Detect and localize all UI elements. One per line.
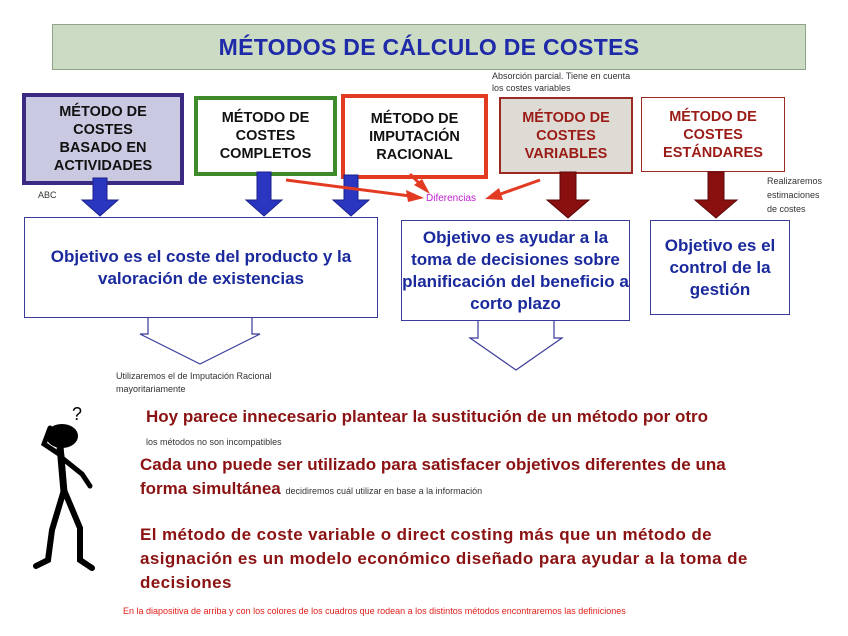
- svg-text:?: ?: [72, 404, 83, 424]
- note-sustitucion-small: los métodos no son incompatibles: [146, 437, 282, 447]
- outline-down-arrow: [140, 316, 260, 364]
- page-title: MÉTODOS DE CÁLCULO DE COSTES: [218, 33, 640, 60]
- blue-down-arrow: [333, 175, 369, 216]
- note-direct-costing-line1: El método de coste variable o direct costing más que un método de: [140, 525, 713, 544]
- blue-down-arrow: [82, 178, 118, 216]
- note-utilizado-line2: [140, 477, 482, 503]
- realizaremos-note-line1: Realizaremos: [767, 176, 823, 186]
- note-utilizado-line2-text: forma simultánea: [140, 479, 281, 498]
- method-box-imputacion-racional: MÉTODO DE IMPUTACIÓN RACIONAL: [341, 94, 488, 179]
- absorcion-note-line1: Absorción parcial. Tiene en cuenta: [492, 71, 631, 81]
- note-sustitucion: Hoy parece innecesario plantear la sustitución de un método por otro: [146, 407, 709, 426]
- note-direct-costing-line2: asignación es un modelo económico diseñado para ayudar a la toma de: [140, 549, 748, 568]
- objective-box-decisiones: [401, 220, 630, 321]
- abc-label: ABC: [38, 190, 57, 200]
- note-utilizado-line1: Cada uno puede ser utilizado para satisfacer objetivos diferentes de una: [140, 455, 726, 474]
- realizaremos-note-line3: de costes: [767, 204, 806, 214]
- red-down-arrow: [695, 172, 737, 218]
- outline-down-arrow: [470, 320, 562, 370]
- objective-box-coste-producto: [24, 217, 378, 318]
- method-box-completos: MÉTODO DE COSTES COMPLETOS: [194, 96, 337, 176]
- method-box-actividades: MÉTODO DE COSTES BASADO EN ACTIVIDADES: [22, 93, 184, 185]
- blue-down-arrow: [246, 172, 282, 216]
- objective-text: Objetivo es el coste del producto y la valoración de existencias: [50, 246, 352, 288]
- objective-text: Objetivo es el control de la gestión: [664, 235, 776, 299]
- footer-note: En la diapositiva de arriba y con los colores de los cuadros que rodean a los distintos métodos encontraremos las definiciones: [123, 606, 626, 616]
- utilizaremos-note-line2: mayoritariamente: [116, 384, 186, 394]
- red-down-arrow: [547, 172, 589, 218]
- thinking-figure-icon: [30, 400, 110, 578]
- note-direct-costing-line3: decisiones: [140, 573, 232, 592]
- objective-box-control-gestion: [650, 220, 790, 315]
- realizaremos-note-line2: estimaciones: [767, 190, 820, 200]
- utilizaremos-note-line1: Utilizaremos el de Imputación Racional: [116, 371, 272, 381]
- method-box-estandares: MÉTODO DE COSTES ESTÁNDARES: [641, 97, 785, 172]
- absorcion-note-line2: los costes variables: [492, 83, 571, 93]
- method-box-variables: MÉTODO DE COSTES VARIABLES: [499, 97, 633, 174]
- red-connector-arrow: [495, 180, 540, 196]
- objective-text: Objetivo es ayudar a la toma de decisiones sobre planificación del beneficio a corto plazo: [402, 227, 629, 313]
- diferencias-label: Diferencias: [426, 193, 477, 204]
- note-utilizado-small: decidiremos cuál utilizar en base a la información: [285, 486, 483, 496]
